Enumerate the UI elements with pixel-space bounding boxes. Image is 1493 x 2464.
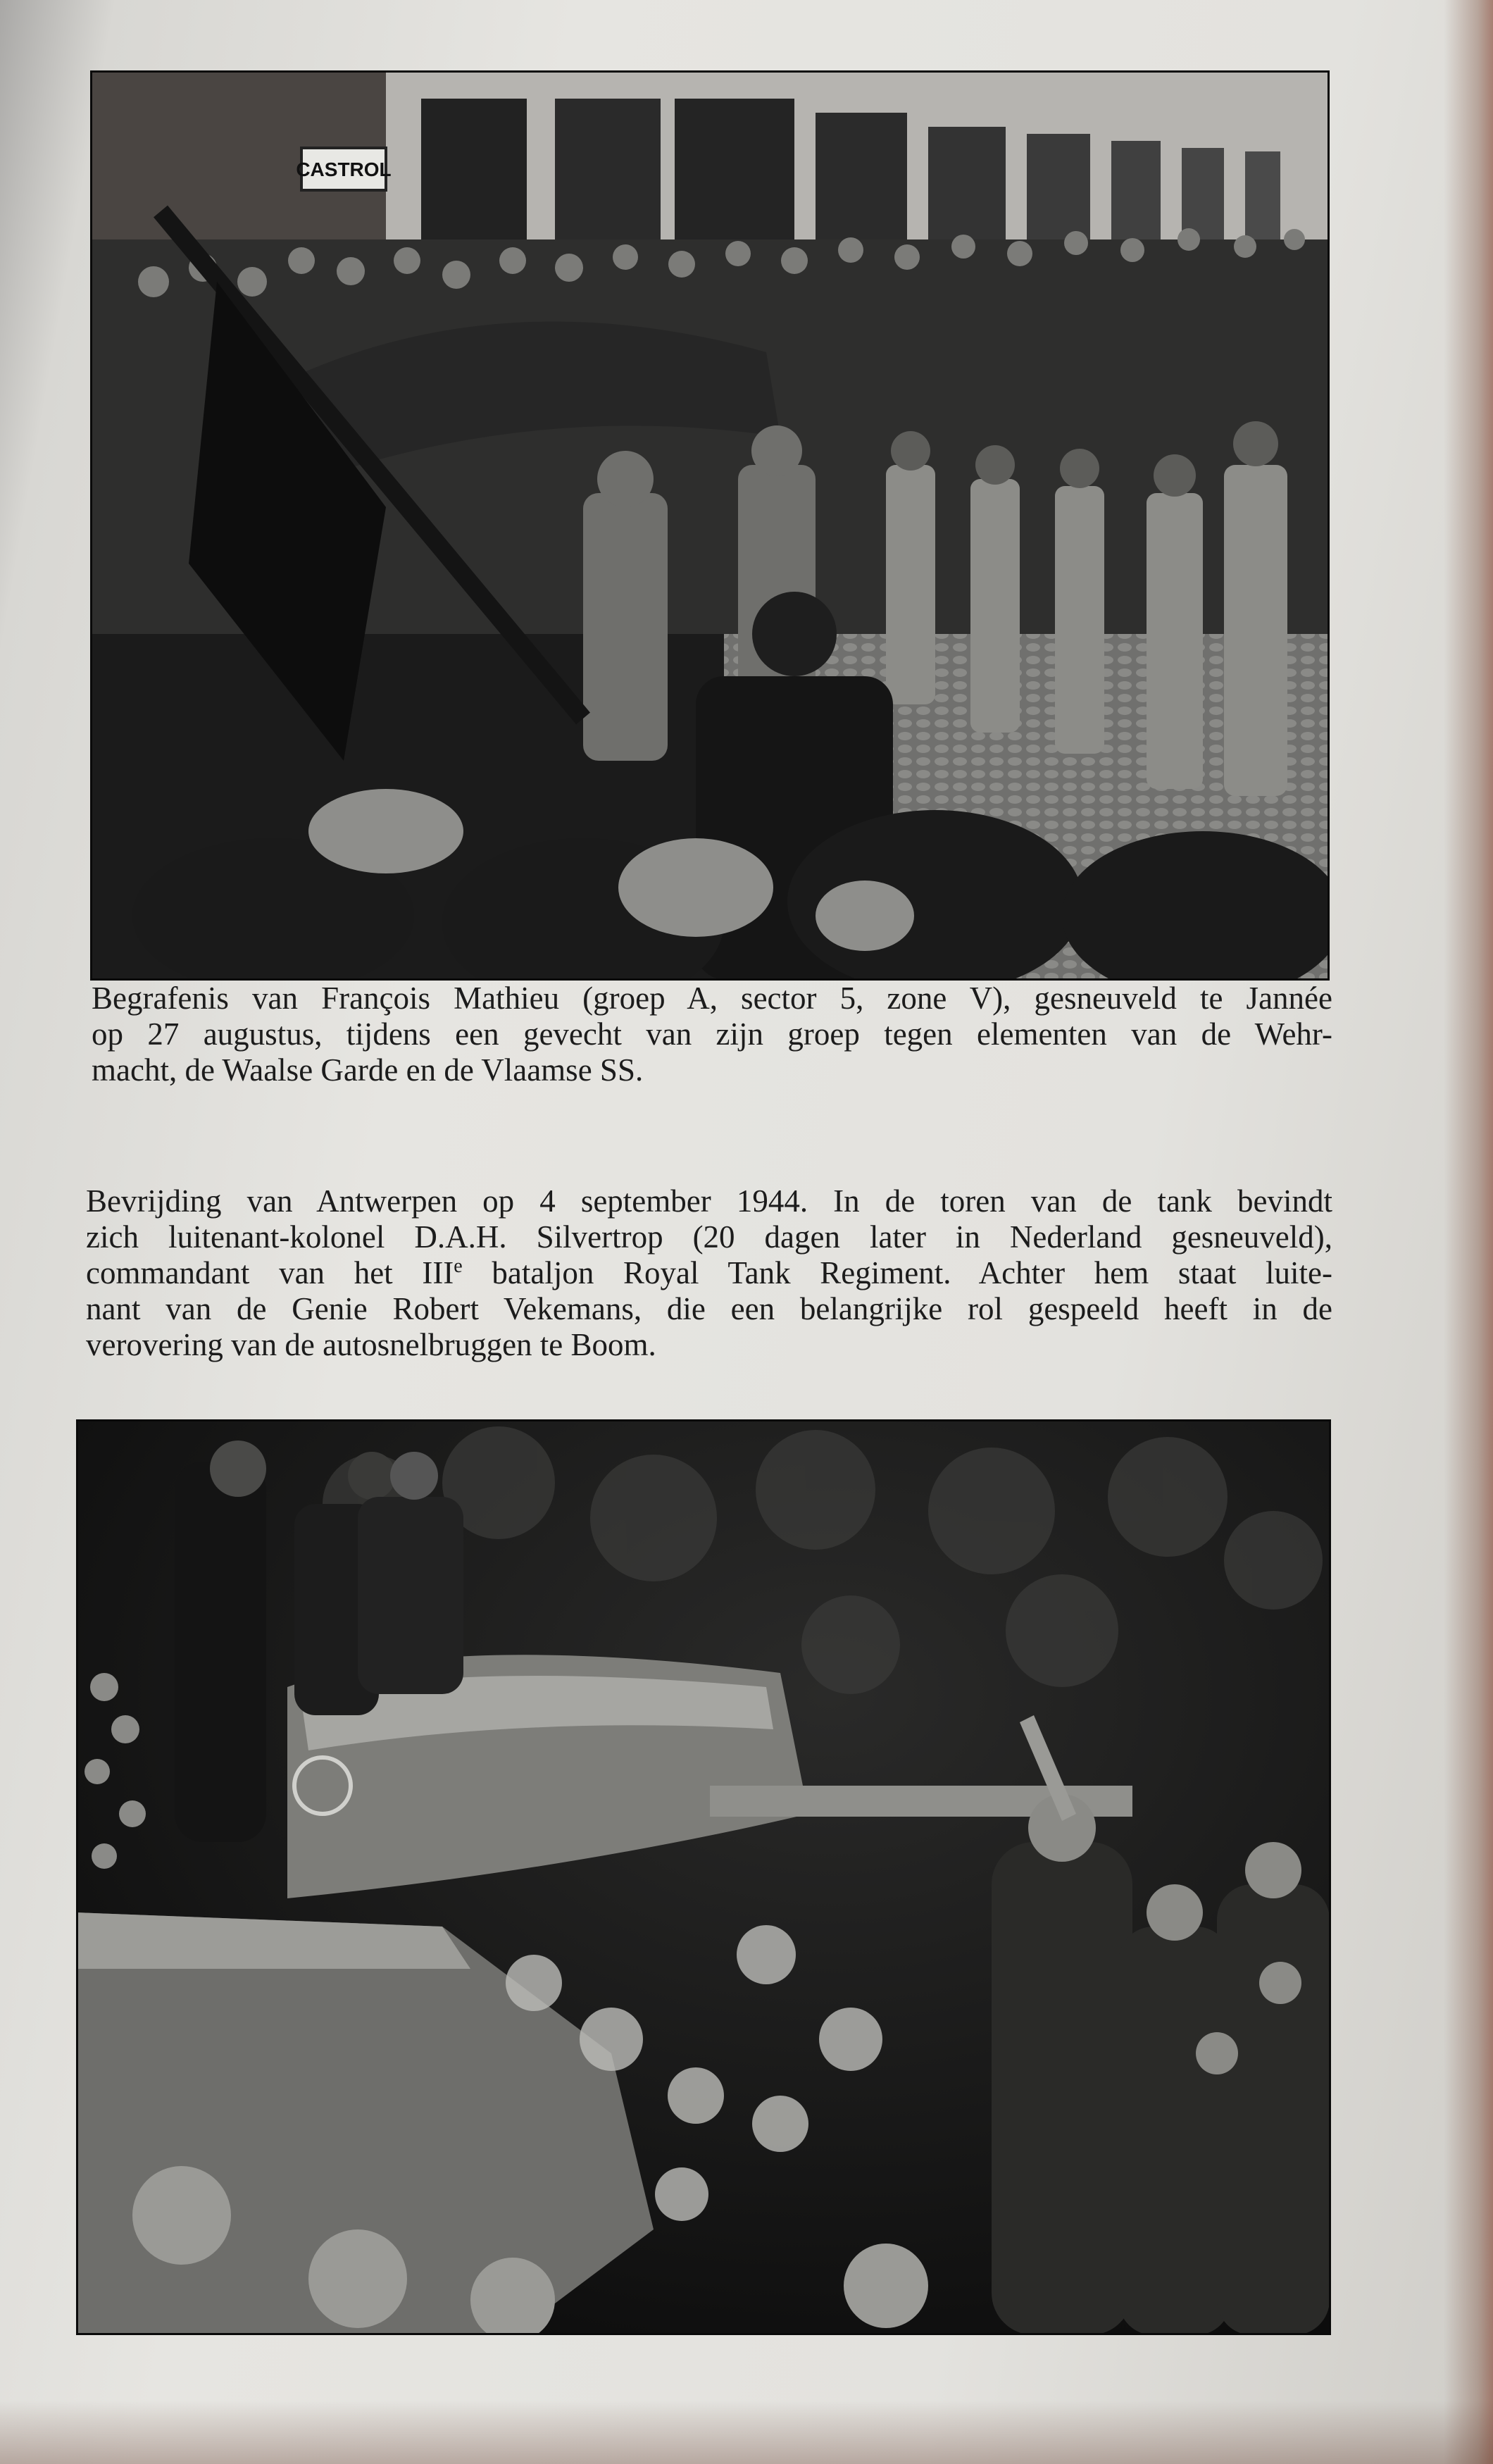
liberation-caption-line-3-start: commandant van het III	[86, 1255, 454, 1290]
funeral-photo-drawing	[90, 70, 1330, 981]
liberation-caption-line-3	[86, 1255, 1332, 1291]
liberation-caption-line-2: zich luitenant-kolonel D.A.H. Silvertrop (20 dagen later in Nederland gesneuveld),	[86, 1219, 1332, 1255]
battalion-ordinal-superscript: e	[454, 1255, 463, 1277]
liberation-caption	[86, 1183, 1332, 1363]
funeral-caption-line-1: Begrafenis van François Mathieu (groep A, sector 5, zone V), gesneuveld te Jannée	[92, 981, 1332, 1016]
funeral-photo	[90, 70, 1330, 981]
funeral-caption-line-3: macht, de Waalse Garde en de Vlaamse SS.	[92, 1052, 644, 1088]
page-edge-shadow	[1444, 0, 1493, 2464]
page-bottom-shadow	[0, 2401, 1493, 2464]
funeral-caption-line-2: op 27 augustus, tijdens een gevecht van zijn groep tegen elementen van de Wehr-	[92, 1016, 1332, 1052]
liberation-caption-line-1: Bevrijding van Antwerpen op 4 september 1944. In de toren van de tank bevindt	[86, 1183, 1332, 1219]
liberation-caption-line-4: nant van de Genie Robert Vekemans, die een belangrijke rol gespeeld heeft in de	[86, 1291, 1332, 1326]
liberation-caption-line-3-end: bataljon Royal Tank Regiment. Achter hem staat luite-	[462, 1255, 1332, 1290]
tank-photo	[76, 1419, 1331, 2335]
liberation-caption-line-5: verovering van de autosnelbruggen te Boom.	[86, 1327, 656, 1362]
tank-photo-drawing	[76, 1419, 1331, 2335]
castrol-sign: CASTROL	[296, 158, 392, 180]
funeral-caption	[92, 981, 1332, 1088]
